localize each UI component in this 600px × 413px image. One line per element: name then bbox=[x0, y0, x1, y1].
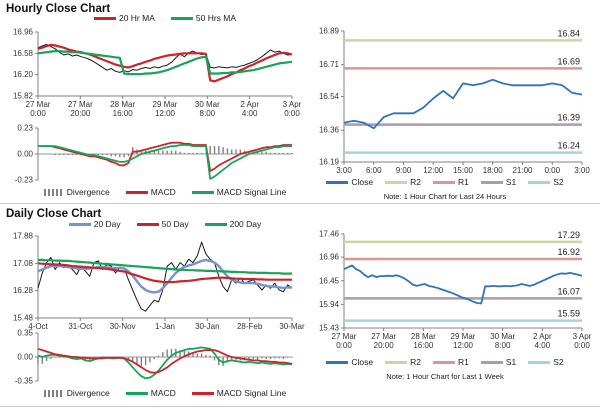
svg-text:17.29: 17.29 bbox=[557, 229, 580, 240]
svg-text:27 Mar0:00: 27 Mar 0:00 bbox=[25, 100, 51, 118]
r2-1w-label: R2 bbox=[410, 357, 421, 367]
svg-text:9:00: 9:00 bbox=[395, 166, 412, 175]
legend-item-s2-1w bbox=[528, 357, 563, 367]
pivot-24h-legend bbox=[300, 177, 590, 187]
svg-text:15.43: 15.43 bbox=[318, 323, 339, 333]
hourly-price-chart bbox=[0, 26, 302, 120]
svg-text:17.88: 17.88 bbox=[12, 231, 33, 241]
macd-daily-label: MACD bbox=[150, 388, 176, 398]
svg-text:15:00: 15:00 bbox=[452, 166, 474, 175]
divergence-daily-swatch bbox=[44, 390, 64, 397]
close-label: Close bbox=[351, 177, 374, 187]
svg-text:15.48: 15.48 bbox=[12, 313, 33, 323]
svg-text:27 Mar0:00: 27 Mar 0:00 bbox=[331, 332, 357, 350]
svg-text:0:00: 0:00 bbox=[544, 166, 561, 175]
svg-text:29 Mar12:00: 29 Mar 12:00 bbox=[152, 100, 178, 118]
svg-text:16.96: 16.96 bbox=[12, 27, 33, 37]
svg-text:0.23: 0.23 bbox=[17, 123, 33, 133]
svg-text:16.96: 16.96 bbox=[318, 252, 339, 262]
svg-text:28-Feb: 28-Feb bbox=[236, 322, 263, 331]
r2-swatch bbox=[385, 181, 407, 184]
legend-item-macd bbox=[126, 187, 176, 197]
macd-signal-swatch bbox=[192, 191, 214, 194]
close-swatch bbox=[326, 181, 348, 184]
legend-item-200day bbox=[205, 219, 262, 229]
svg-text:17.08: 17.08 bbox=[12, 258, 33, 268]
hourly-macd-legend bbox=[38, 187, 292, 197]
svg-text:15.94: 15.94 bbox=[318, 299, 339, 309]
svg-text:16.92: 16.92 bbox=[557, 247, 580, 258]
svg-text:3 Apr0:00: 3 Apr 0:00 bbox=[572, 332, 592, 350]
legend-item-divergence-daily bbox=[44, 388, 110, 398]
r1-1w-swatch bbox=[433, 361, 455, 364]
macd-signal-daily-label: MACD Signal Line bbox=[216, 388, 287, 398]
svg-text:-0.23: -0.23 bbox=[14, 175, 33, 185]
macd-signal-daily-swatch bbox=[192, 392, 214, 395]
20day-label: 20 Day bbox=[93, 219, 121, 229]
svg-text:29 Mar12:00: 29 Mar 12:00 bbox=[450, 332, 476, 350]
svg-text:15.82: 15.82 bbox=[12, 91, 33, 101]
svg-text:2 Apr4:00: 2 Apr 4:00 bbox=[532, 332, 552, 350]
s1-1w-swatch bbox=[481, 361, 503, 364]
svg-text:27 Mar20:00: 27 Mar 20:00 bbox=[371, 332, 397, 350]
svg-text:16.39: 16.39 bbox=[557, 112, 580, 123]
svg-text:16.07: 16.07 bbox=[557, 286, 580, 297]
svg-text:18:00: 18:00 bbox=[482, 166, 503, 175]
svg-text:31-Oct: 31-Oct bbox=[68, 322, 93, 331]
200day-label: 200 Day bbox=[229, 219, 262, 229]
s1-1w-label: S1 bbox=[505, 357, 517, 367]
pivot-1w-chart bbox=[300, 226, 590, 354]
s1-label: S1 bbox=[505, 177, 517, 187]
legend-item-close-1w bbox=[326, 357, 373, 367]
daily-macd-legend bbox=[38, 388, 292, 398]
svg-text:1-Jan: 1-Jan bbox=[154, 322, 176, 331]
svg-text:2 Apr4:00: 2 Apr 4:00 bbox=[240, 100, 260, 118]
legend-item-50day bbox=[137, 219, 189, 229]
svg-text:30-Nov: 30-Nov bbox=[109, 322, 136, 331]
svg-text:30 Mar8:00: 30 Mar 8:00 bbox=[490, 332, 516, 350]
svg-text:12:00: 12:00 bbox=[423, 166, 444, 175]
legend-item-macd-daily bbox=[126, 388, 176, 398]
legend-item-divergence bbox=[44, 187, 110, 197]
svg-text:30 Mar8:00: 30 Mar 8:00 bbox=[194, 100, 220, 118]
svg-text:16.45: 16.45 bbox=[318, 276, 339, 286]
svg-text:28 Mar16:00: 28 Mar 16:00 bbox=[410, 332, 436, 350]
legend-item-macd-signal bbox=[192, 187, 286, 197]
svg-text:17.46: 17.46 bbox=[318, 229, 339, 239]
svg-text:21:00: 21:00 bbox=[512, 166, 533, 175]
divergence-swatch bbox=[44, 189, 64, 196]
legend-item-50hr-ma bbox=[171, 13, 236, 23]
daily-ma-legend bbox=[38, 219, 292, 229]
svg-text:3 Apr0:00: 3 Apr 0:00 bbox=[282, 100, 302, 118]
svg-text:0.00: 0.00 bbox=[17, 149, 33, 159]
svg-text:0.00: 0.00 bbox=[17, 352, 33, 362]
daily-macd-chart bbox=[0, 328, 298, 386]
svg-text:6:00: 6:00 bbox=[365, 166, 382, 175]
svg-text:16.54: 16.54 bbox=[318, 92, 339, 101]
r1-label: R1 bbox=[457, 177, 469, 187]
pivot-1w-legend bbox=[300, 357, 590, 367]
svg-text:3:00: 3:00 bbox=[336, 166, 352, 175]
s2-1w-swatch bbox=[528, 361, 550, 364]
svg-text:4-Oct: 4-Oct bbox=[28, 322, 48, 331]
svg-text:30-Mar: 30-Mar bbox=[279, 322, 305, 331]
pivot-1w-note: Note: 1 Hour Chart for Last 1 Week bbox=[386, 372, 504, 381]
s2-swatch bbox=[528, 181, 550, 184]
svg-text:16.89: 16.89 bbox=[318, 26, 339, 36]
divergence-daily-label: Divergence bbox=[66, 388, 110, 398]
hourly-section-title: Hourly Close Chart bbox=[6, 3, 111, 15]
50hr-ma-label: 50 Hrs MA bbox=[195, 13, 237, 23]
horizontal-separator-bottom bbox=[0, 406, 600, 407]
svg-text:3:00: 3:00 bbox=[574, 166, 590, 175]
legend-item-s1 bbox=[481, 177, 516, 187]
20hr-ma-label: 20 Hr MA bbox=[118, 13, 155, 23]
20hr-ma-swatch bbox=[94, 17, 116, 20]
horizontal-separator-top bbox=[0, 203, 600, 204]
svg-text:-0.35: -0.35 bbox=[14, 376, 33, 386]
legend-item-20day bbox=[69, 219, 121, 229]
legend-item-r2 bbox=[385, 177, 421, 187]
macd-daily-swatch bbox=[126, 392, 148, 395]
r1-swatch bbox=[433, 181, 455, 184]
legend-item-20hr-ma bbox=[94, 13, 155, 23]
divergence-label: Divergence bbox=[66, 187, 110, 197]
daily-section-title: Daily Close Chart bbox=[6, 208, 102, 220]
svg-text:16.36: 16.36 bbox=[318, 125, 339, 135]
s1-swatch bbox=[481, 181, 503, 184]
r2-label: R2 bbox=[410, 177, 421, 187]
svg-text:27 Mar20:00: 27 Mar 20:00 bbox=[67, 100, 93, 118]
svg-text:16.19: 16.19 bbox=[318, 157, 339, 167]
daily-price-chart bbox=[0, 230, 305, 332]
svg-text:16.20: 16.20 bbox=[12, 70, 33, 80]
s2-1w-label: S2 bbox=[553, 357, 564, 367]
s2-label: S2 bbox=[553, 177, 564, 187]
macd-signal-label: MACD Signal Line bbox=[216, 187, 287, 197]
hourly-ma-legend bbox=[38, 13, 292, 23]
r1-1w-label: R1 bbox=[457, 357, 469, 367]
50hr-ma-swatch bbox=[171, 17, 193, 20]
legend-item-s1-1w bbox=[481, 357, 516, 367]
svg-text:16.69: 16.69 bbox=[557, 56, 580, 67]
svg-text:16.24: 16.24 bbox=[557, 140, 580, 151]
svg-text:16.58: 16.58 bbox=[12, 48, 33, 58]
legend-item-close bbox=[326, 177, 373, 187]
svg-text:16.84: 16.84 bbox=[557, 28, 580, 39]
hourly-macd-chart bbox=[0, 122, 298, 184]
50day-swatch bbox=[137, 223, 159, 226]
pivot-24h-note: Note: 1 Hour Chart for Last 24 Hours bbox=[383, 192, 507, 201]
legend-item-r1 bbox=[433, 177, 469, 187]
200day-swatch bbox=[205, 223, 227, 226]
svg-text:16.28: 16.28 bbox=[12, 286, 33, 296]
svg-text:0.35: 0.35 bbox=[17, 328, 33, 338]
20day-swatch bbox=[69, 223, 91, 226]
svg-text:16.71: 16.71 bbox=[318, 60, 339, 70]
close-1w-label: Close bbox=[351, 357, 374, 367]
legend-item-macd-signal-daily bbox=[192, 388, 286, 398]
r2-1w-swatch bbox=[385, 361, 407, 364]
svg-text:28 Mar16:00: 28 Mar 16:00 bbox=[110, 100, 136, 118]
legend-item-r2-1w bbox=[385, 357, 421, 367]
macd-swatch bbox=[126, 191, 148, 194]
50day-label: 50 Day bbox=[161, 219, 189, 229]
macd-label: MACD bbox=[150, 187, 176, 197]
svg-text:15.59: 15.59 bbox=[557, 308, 580, 319]
close-1w-swatch bbox=[326, 361, 348, 364]
legend-item-s2 bbox=[528, 177, 563, 187]
svg-text:30-Jan: 30-Jan bbox=[195, 322, 220, 331]
legend-item-r1-1w bbox=[433, 357, 469, 367]
pivot-24h-chart bbox=[300, 18, 590, 176]
